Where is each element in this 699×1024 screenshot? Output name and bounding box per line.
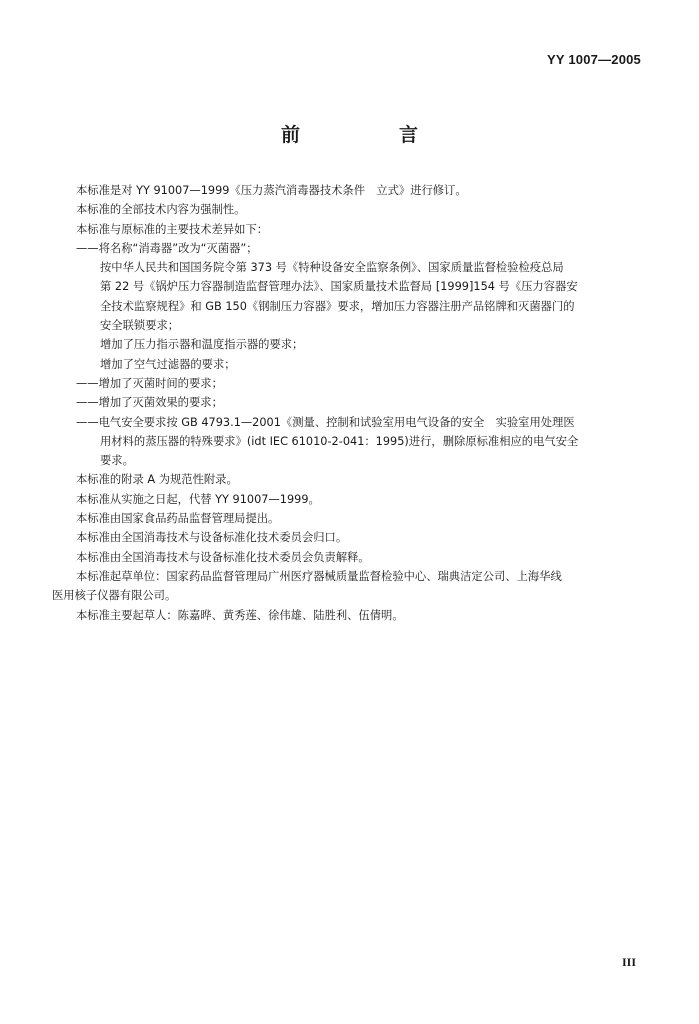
list-item: ——增加了灭菌效果的要求； bbox=[76, 396, 223, 410]
list-item: ——电气安全要求按 GB 4793.1—2001《测量、控制和试验室用电气设备的安全 实验室用处理医 bbox=[76, 415, 575, 429]
paragraph: 本标准起草单位：国家药品监督管理局广州医疗器械质量监督检验中心、瑞典洁定公司、上海华线 bbox=[76, 569, 562, 583]
list-item-text: 要求。 bbox=[100, 454, 134, 468]
paragraph: 本标准由国家食品药品监督管理局提出。 bbox=[76, 512, 280, 526]
list-item-text: 第 22 号《锅炉压力容器制造监督管理办法》、国家质量技术监督局 [1999]154 号《压力容器安 bbox=[100, 280, 578, 294]
list-item: ——增加了灭菌时间的要求； bbox=[76, 376, 223, 390]
paragraph: 本标准的全部技术内容为强制性。 bbox=[76, 203, 246, 217]
paragraph: 本标准主要起草人：陈嘉晔、黄秀莲、徐伟雄、陆胜利、伍倩明。 bbox=[76, 608, 404, 622]
list-item-text: 增加了空气过滤器的要求； bbox=[100, 357, 236, 371]
list-item: ——将名称“消毒器”改为“灭菌器”； bbox=[76, 241, 258, 255]
foreword-body bbox=[52, 181, 646, 625]
page-number: III bbox=[622, 955, 637, 969]
list-item-text: 按中华人民共和国国务院令第 373 号《特种设备安全监察条例》、国家质量监督检验检疫总局 bbox=[100, 261, 564, 275]
paragraph: 本标准从实施之日起，代替 YY 91007—1999。 bbox=[76, 492, 320, 506]
standard-number: YY 1007—2005 bbox=[547, 52, 641, 67]
paragraph: 本标准是对 YY 91007—1999《压力蒸汽消毒器技术条件 立式》进行修订。 bbox=[76, 184, 467, 197]
list-item-text: 用材料的蒸压器的特殊要求》(idt IEC 61010-2-041：1995)进行，删除原标准相应的电气安全 bbox=[100, 434, 579, 448]
list-item-text: 增加了压力指示器和温度指示器的要求； bbox=[100, 338, 304, 352]
paragraph: 本标准与原标准的主要技术差异如下： bbox=[76, 222, 269, 236]
list-item-text: 全技术监察规程》和 GB 150《钢制压力容器》要求，增加压力容器注册产品铭牌和灭菌器门的 bbox=[100, 299, 575, 313]
list-item-text: 安全联锁要求； bbox=[100, 319, 180, 333]
page-title: 前 言 bbox=[280, 124, 458, 146]
paragraph: 本标准的附录 A 为规范性附录。 bbox=[76, 473, 238, 487]
paragraph: 本标准由全国消毒技术与设备标准化技术委员会负责解释。 bbox=[76, 550, 370, 564]
paragraph-continuation: 医用核子仪器有限公司。 bbox=[52, 589, 177, 603]
paragraph: 本标准由全国消毒技术与设备标准化技术委员会归口。 bbox=[76, 531, 348, 545]
